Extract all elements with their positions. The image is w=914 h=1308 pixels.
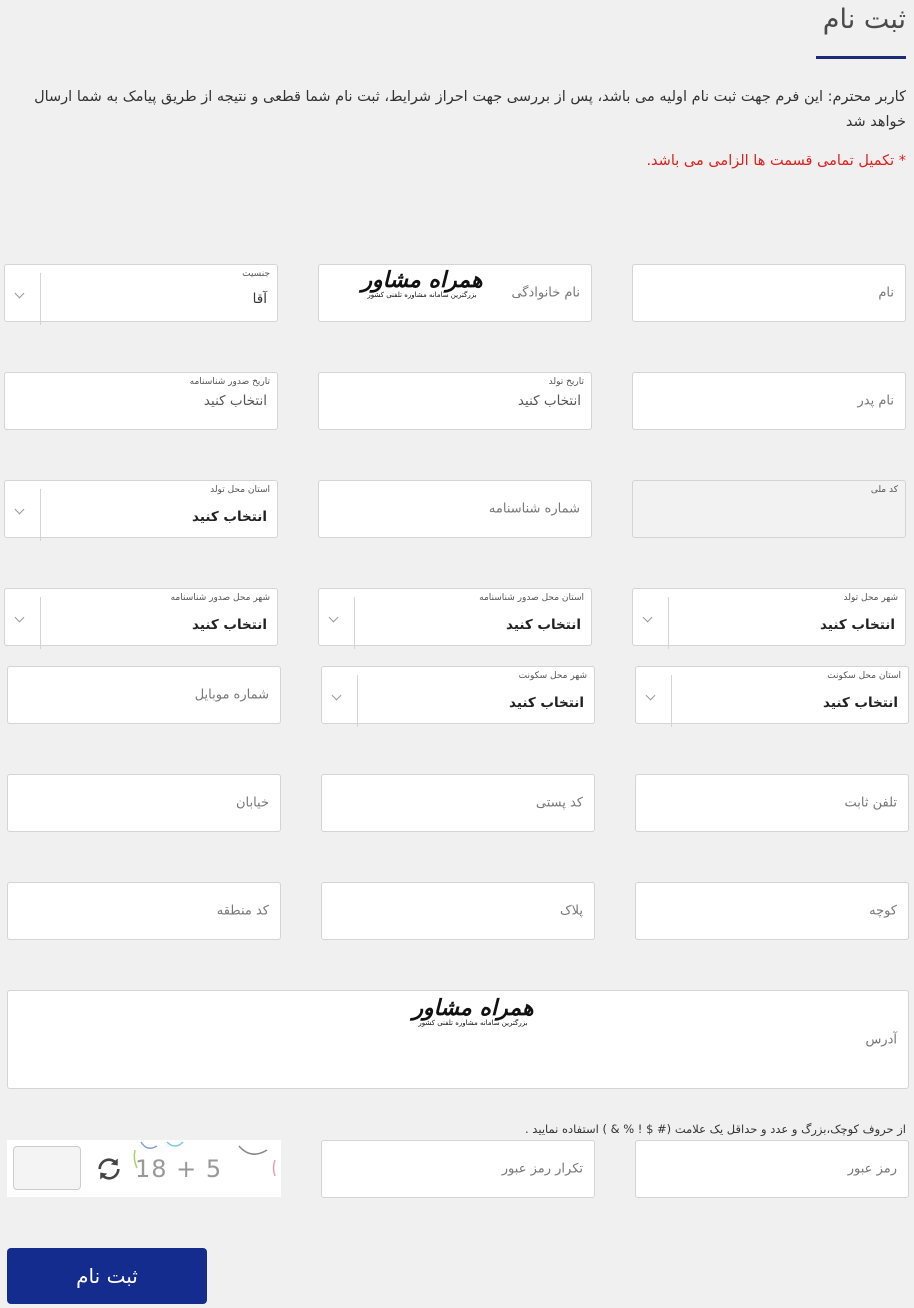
national-code-field[interactable] <box>632 480 906 538</box>
birth-date-label: تاریخ تولد <box>548 377 584 387</box>
street-placeholder: خیابان <box>235 795 269 811</box>
birth-province-select[interactable] <box>4 480 278 538</box>
birth-city-select[interactable] <box>632 588 906 646</box>
national-code-label: کد ملی <box>870 485 898 495</box>
issue-province-value: انتخاب کنید <box>506 617 581 633</box>
postal-code-placeholder: کد پستی <box>535 795 583 811</box>
chevron-down-icon <box>15 289 25 299</box>
select-divider <box>668 597 669 649</box>
issue-date-field[interactable] <box>4 372 278 430</box>
gender-label: جنسیت <box>242 269 270 279</box>
password-hint: از حروف کوچک،بزرگ و عدد و حداقل یک علامت (# $ ! % & ) استفاده نمایید . <box>525 1122 906 1136</box>
birth-province-label: استان محل تولد <box>210 485 270 495</box>
address-placeholder: آدرس <box>865 1032 897 1047</box>
birth-province-value: انتخاب کنید <box>192 509 267 525</box>
select-divider <box>40 489 41 541</box>
logo-tagline: بزرگترین سامانه مشاوره تلفنی کشور <box>367 291 477 299</box>
first-name-field[interactable] <box>632 264 906 322</box>
captcha-box <box>7 1140 281 1197</box>
select-divider <box>40 597 41 649</box>
title-underline <box>816 56 906 59</box>
issue-date-label: تاریخ صدور شناسنامه <box>189 377 270 387</box>
password-repeat-field[interactable] <box>321 1140 595 1198</box>
chevron-down-icon <box>646 691 656 701</box>
page-title: ثبت نام <box>822 4 906 35</box>
plaque-field[interactable] <box>321 882 595 940</box>
alley-field[interactable] <box>635 882 909 940</box>
birth-city-value: انتخاب کنید <box>820 617 895 633</box>
chevron-down-icon <box>643 613 653 623</box>
password-repeat-placeholder: تکرار رمز عبور <box>501 1161 583 1177</box>
mobile-field[interactable] <box>7 666 281 724</box>
captcha-input[interactable] <box>13 1146 81 1190</box>
intro-text: کاربر محترم: این فرم جهت ثبت نام اولیه می باشد، پس از بررسی جهت احراز شرایط، ثبت نام شما قطعی و نتیجه از طریق پیامک به شما ارسال خواهد شد <box>34 89 906 130</box>
alley-placeholder: کوچه <box>869 903 897 919</box>
residence-province-value: انتخاب کنید <box>823 695 898 711</box>
refresh-icon[interactable] <box>95 1155 123 1183</box>
required-note: * تکمیل تمامی قسمت ها الزامی می باشد. <box>646 153 906 169</box>
last-name-placeholder: نام خانوادگی <box>511 285 580 301</box>
birth-date-value: انتخاب کنید <box>517 393 581 409</box>
gender-value: آقا <box>252 291 267 307</box>
chevron-down-icon <box>329 613 339 623</box>
issue-city-select[interactable] <box>4 588 278 646</box>
residence-city-label: شهر محل سکونت <box>518 671 587 681</box>
watermark-logo <box>347 269 497 317</box>
select-divider <box>357 675 358 727</box>
password-placeholder: رمز عبور <box>847 1161 897 1177</box>
residence-province-select[interactable] <box>635 666 909 724</box>
select-divider <box>354 597 355 649</box>
issue-city-value: انتخاب کنید <box>192 617 267 633</box>
logo-name: همراه مشاور <box>361 267 483 293</box>
chevron-down-icon <box>332 691 342 701</box>
gender-select[interactable] <box>4 264 278 322</box>
logo-tagline: بزرگترین سامانه مشاوره تلفنی کشور <box>418 1019 528 1027</box>
address-field[interactable] <box>7 990 909 1089</box>
landline-field[interactable] <box>635 774 909 832</box>
id-number-field[interactable] <box>318 480 592 538</box>
select-divider <box>671 675 672 727</box>
area-code-field[interactable] <box>7 882 281 940</box>
first-name-placeholder: نام <box>878 285 894 301</box>
logo-name: همراه مشاور <box>412 995 534 1021</box>
last-name-field[interactable] <box>318 264 592 322</box>
issue-province-select[interactable] <box>318 588 592 646</box>
issue-city-label: شهر محل صدور شناسنامه <box>170 593 270 603</box>
area-code-placeholder: کد منطقه <box>216 903 269 919</box>
birth-date-field[interactable] <box>318 372 592 430</box>
residence-province-label: استان محل سکونت <box>827 671 901 681</box>
captcha-text: 18 + 5 <box>135 1155 223 1183</box>
submit-button[interactable]: ثبت نام <box>7 1248 207 1304</box>
residence-city-select[interactable] <box>321 666 595 724</box>
residence-city-value: انتخاب کنید <box>509 695 584 711</box>
street-field[interactable] <box>7 774 281 832</box>
issue-province-label: استان محل صدور شناسنامه <box>479 593 584 603</box>
birth-city-label: شهر محل تولد <box>843 593 898 603</box>
issue-date-value: انتخاب کنید <box>203 393 267 409</box>
chevron-down-icon <box>15 505 25 515</box>
chevron-down-icon <box>15 613 25 623</box>
select-divider <box>40 273 41 325</box>
postal-code-field[interactable] <box>321 774 595 832</box>
plaque-placeholder: پلاک <box>559 903 583 919</box>
id-number-placeholder: شماره شناسنامه <box>488 501 580 517</box>
landline-placeholder: تلفن ثابت <box>844 795 897 811</box>
father-name-field[interactable] <box>632 372 906 430</box>
father-name-placeholder: نام پدر <box>857 393 894 409</box>
password-field[interactable] <box>635 1140 909 1198</box>
mobile-placeholder: شماره موبایل <box>194 687 269 703</box>
watermark-logo <box>398 997 548 1047</box>
